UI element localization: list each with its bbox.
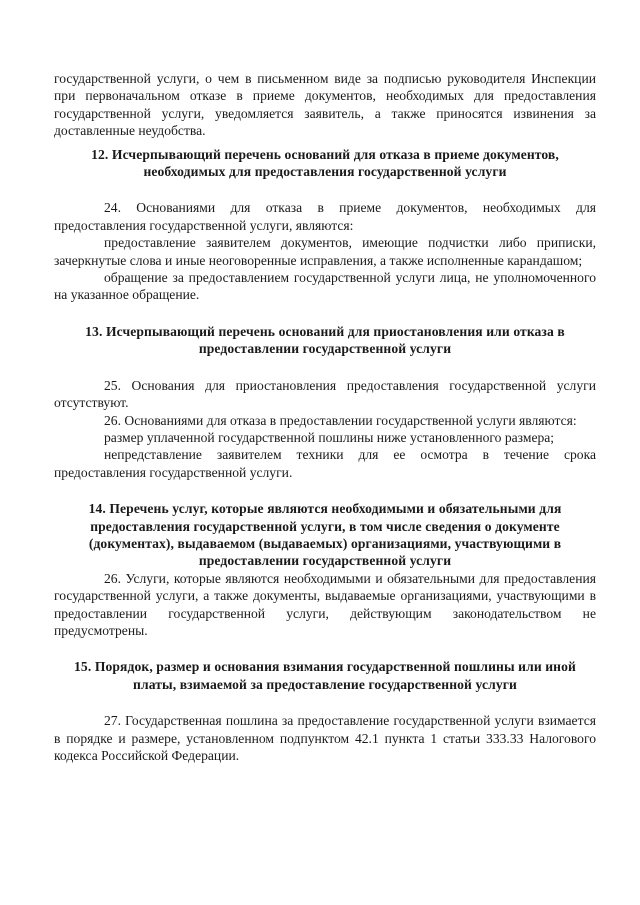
spacer (54, 304, 596, 323)
paragraph-26b: 26. Услуги, которые являются необходимыми и обязательными для предоставления государственной услуги, а также документы, выдаваемые организациями, участвующими в предоставлении государственной услуги, действующим законодательством не предусмотрены. (54, 570, 596, 638)
paragraph-27: 27. Государственная пошлина за предоставление государственной услуги взимается в порядке и размере, установленном подпунктом 42.1 пункта 1 статьи 333.33 Налогового кодекса Российской Федерации. (54, 713, 596, 763)
paragraph-24-item-1: предоставление заявителем документов, имеющие подчистки либо приписки, зачеркнутые слова и иные неоговоренные исправления, а также исполненные карандашом; (54, 235, 596, 268)
section-12-heading: 12. Исчерпывающий перечень оснований для отказа в приеме документов, необходимых для предоставления государственной услуги (91, 146, 559, 180)
spacer (54, 639, 596, 658)
section-14-heading: 14. Перечень услуг, которые являются необходимыми и обязательными для предоставления государственной услуги, в том числе сведения о документе (документах), выдаваемом (выдаваемых) организациями, участвующими в предоставлении государственной услуги (88, 501, 562, 569)
section-15-heading: 15. Порядок, размер и основания взимания государственной пошлины или иной платы, взимаемой за предоставление государственной услуги (74, 659, 576, 692)
spacer (54, 358, 596, 377)
paragraph-24: 24. Основаниями для отказа в приеме документов, необходимых для предоставления государственной услуги, являются: (54, 200, 596, 233)
paragraph-26: 26. Основаниями для отказа в предоставлении государственной услуги являются: (104, 412, 577, 428)
spacer (54, 180, 596, 199)
paragraph-25: 25. Основания для приостановления предоставления государственной услуги отсутствуют. (54, 377, 596, 411)
spacer (54, 481, 596, 500)
intro-paragraph: государственной услуги, о чем в письменном виде за подписью руководителя Инспекции при первоначальном отказе в приеме документов, необходимых для предоставления государственной услуги, уведомляется заявитель, а также приносятся извинения за доставленные неудобства. (54, 71, 596, 139)
spacer (54, 693, 596, 712)
paragraph-24-item-2: обращение за предоставлением государственной услуги лица, не уполномоченного на указанное обращение. (54, 270, 596, 303)
paragraph-26-item-1: размер уплаченной государственной пошлины ниже установленного размера; (104, 429, 555, 445)
section-13-heading: 13. Исчерпывающий перечень оснований для приостановления или отказа в предоставлении государственной услуги (85, 323, 565, 357)
document-page (54, 70, 596, 764)
paragraph-26-item-2: непредставление заявителем техники для ее осмотра в течение срока предоставления государственной услуги. (54, 447, 596, 480)
